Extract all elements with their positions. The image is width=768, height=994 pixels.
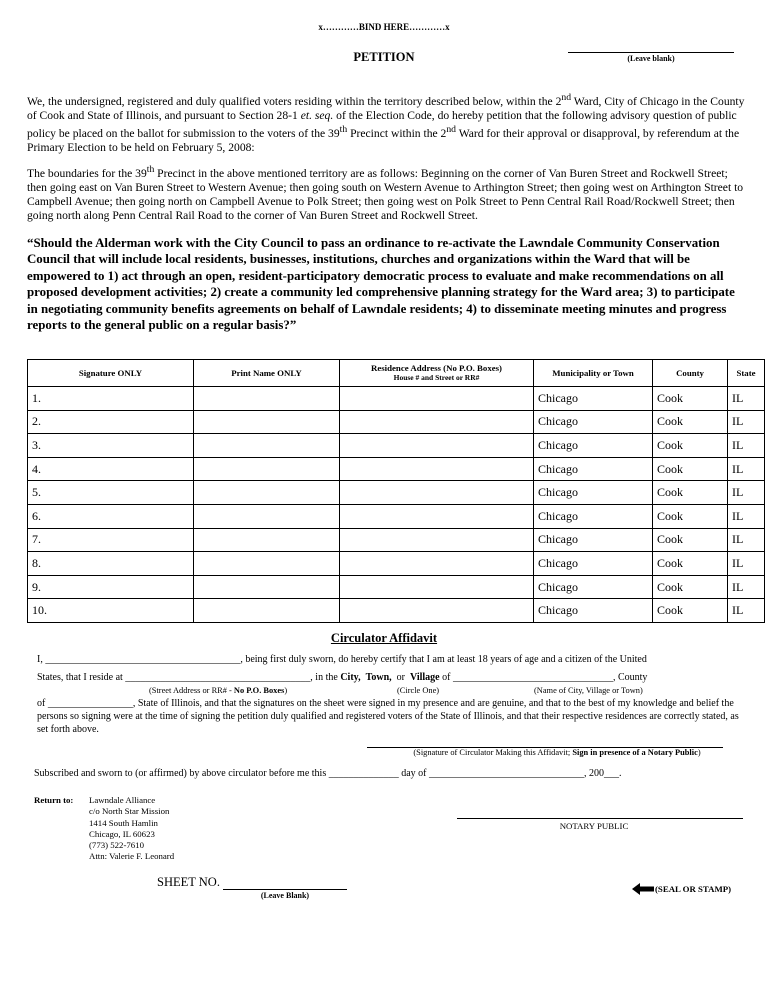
print-name-cell bbox=[194, 504, 340, 528]
sheet-number: SHEET NO. bbox=[157, 875, 347, 890]
row-number-cell: 2. bbox=[28, 410, 194, 434]
row-number-cell: 7. bbox=[28, 528, 194, 552]
municipality-cell: Chicago bbox=[534, 410, 653, 434]
return-address-line: Chicago, IL 60623 bbox=[89, 828, 155, 839]
print-name-cell bbox=[194, 575, 340, 599]
address-cell bbox=[340, 481, 534, 505]
return-address-line: Attn: Valerie F. Leonard bbox=[89, 851, 175, 862]
state-cell: IL bbox=[728, 552, 765, 576]
state-cell: IL bbox=[728, 410, 765, 434]
table-row bbox=[28, 528, 765, 552]
print-name-cell bbox=[194, 528, 340, 552]
row-number-cell: 8. bbox=[28, 552, 194, 576]
municipality-cell: Chicago bbox=[534, 387, 653, 411]
table-row bbox=[28, 481, 765, 505]
state-cell: IL bbox=[728, 575, 765, 599]
affidavit-body: of _________________, State of Illinois, and that the signatures on the sheet were signed in my presence and are genuine, and that to the best of my knowledge and belief the persons so signing were at the time of signing the petition duly qualified and registered voters of the State of Illinois, and that their respective residences are correctly stated, as set forth above. bbox=[37, 698, 739, 735]
notary-public-label: NOTARY PUBLIC bbox=[559, 821, 629, 831]
return-address-line: Lawndale Alliance bbox=[89, 795, 156, 805]
county-cell: Cook bbox=[653, 528, 728, 552]
row-number-cell: 9. bbox=[28, 575, 194, 599]
state-cell: IL bbox=[728, 504, 765, 528]
header-county: County bbox=[653, 360, 728, 387]
print-name-cell bbox=[194, 387, 340, 411]
state-cell: IL bbox=[728, 387, 765, 411]
notary-signature-line bbox=[457, 818, 743, 819]
table-header-row bbox=[28, 360, 765, 387]
signature-table bbox=[27, 359, 765, 623]
affidavit-line-2: States, that I reside at _____________________________________, in the City, Town, or Village of ________________________________, County bbox=[37, 672, 648, 683]
address-cell bbox=[340, 575, 534, 599]
seal-or-stamp: (SEAL OR STAMP) bbox=[632, 883, 731, 895]
return-to-label: Return to: bbox=[34, 795, 74, 805]
address-cell bbox=[340, 599, 534, 623]
sworn-statement: Subscribed and sworn to (or affirmed) by above circulator before me this ______________ day of _______________________________, 200___. bbox=[34, 768, 622, 779]
state-cell: IL bbox=[728, 599, 765, 623]
bind-here-marker: x…………BIND HERE…………x bbox=[318, 22, 450, 32]
print-name-cell bbox=[194, 599, 340, 623]
leave-blank-line bbox=[568, 52, 734, 53]
return-address-line: 1414 South Hamlin bbox=[89, 817, 158, 828]
address-cell bbox=[340, 434, 534, 458]
row-number-cell: 3. bbox=[28, 434, 194, 458]
header-address: Residence Address (No P.O. Boxes) House # and Street or RR# bbox=[340, 360, 534, 387]
row-number-cell: 4. bbox=[28, 457, 194, 481]
county-cell: Cook bbox=[653, 410, 728, 434]
municipality-cell: Chicago bbox=[534, 528, 653, 552]
sub-name-label: (Name of City, Village or Town) bbox=[534, 686, 643, 695]
return-address-line: (773) 522-7610 bbox=[89, 840, 144, 851]
address-cell bbox=[340, 552, 534, 576]
sheet-leave-blank-label: (Leave Blank) bbox=[260, 891, 310, 900]
address-cell bbox=[340, 410, 534, 434]
county-cell: Cook bbox=[653, 457, 728, 481]
print-name-cell bbox=[194, 410, 340, 434]
municipality-cell: Chicago bbox=[534, 552, 653, 576]
municipality-cell: Chicago bbox=[534, 434, 653, 458]
boundaries-paragraph: The boundaries for the 39th Precinct in the above mentioned territory are as follows: Beginning on the corner of Van Buren Street and Rockwell Street; then going east on Van Buren Street to Western Avenue; then going south on Western Avenue to Arthington Street; then going west on Arthington Street to Campbell Avenue; then going north on Campbell Avenue to Polk Street; then going west on Polk Street to Penn Central Rail Road/Rockwell Street; then going north along Penn Central Rail Road to the corner of Van Buren Street and Rockwell Street. bbox=[27, 164, 744, 222]
arrow-left-icon bbox=[632, 883, 654, 895]
row-number-cell: 5. bbox=[28, 481, 194, 505]
table-row bbox=[28, 552, 765, 576]
address-cell bbox=[340, 528, 534, 552]
affidavit-title: Circulator Affidavit bbox=[330, 631, 438, 645]
municipality-cell: Chicago bbox=[534, 457, 653, 481]
petition-title: PETITION bbox=[353, 50, 415, 64]
municipality-cell: Chicago bbox=[534, 481, 653, 505]
row-number-cell: 6. bbox=[28, 504, 194, 528]
table-row bbox=[28, 457, 765, 481]
county-cell: Cook bbox=[653, 552, 728, 576]
address-cell bbox=[340, 457, 534, 481]
address-cell bbox=[340, 504, 534, 528]
address-cell bbox=[340, 387, 534, 411]
print-name-cell bbox=[194, 457, 340, 481]
municipality-cell: Chicago bbox=[534, 575, 653, 599]
header-print-name: Print Name ONLY bbox=[194, 360, 340, 387]
table-row bbox=[28, 504, 765, 528]
county-cell: Cook bbox=[653, 481, 728, 505]
municipality-cell: Chicago bbox=[534, 599, 653, 623]
affidavit-line-1: I, _______________________________________, being first duly sworn, do hereby certify that I am at least 18 years of age and a citizen of the United bbox=[37, 654, 647, 665]
leave-blank-label: (Leave blank) bbox=[627, 54, 675, 63]
return-address-line: c/o North Star Mission bbox=[89, 806, 170, 817]
header-municipality: Municipality or Town bbox=[534, 360, 653, 387]
state-cell: IL bbox=[728, 481, 765, 505]
print-name-cell bbox=[194, 434, 340, 458]
county-cell: Cook bbox=[653, 434, 728, 458]
sheet-number-blank bbox=[223, 877, 347, 890]
circulator-signature-caption: (Signature of Circulator Making this Affidavit; Sign in presence of a Notary Public) bbox=[413, 748, 701, 757]
state-cell: IL bbox=[728, 434, 765, 458]
row-number-cell: 1. bbox=[28, 387, 194, 411]
header-signature: Signature ONLY bbox=[28, 360, 194, 387]
sub-street-label: (Street Address or RR# - No P.O. Boxes) bbox=[149, 686, 288, 695]
print-name-cell bbox=[194, 481, 340, 505]
referendum-question: “Should the Alderman work with the City Council to pass an ordinance to re-activate the Lawndale Community Conservation Council that will include local residents, businesses, institutions, churches and organizations within the Ward that will be empowered to 1) act through an open, resident-participatory democratic process to evaluate and make recommendations on all proposed development activities; 2) create a community led comprehensive planning strategy for the Ward area; 3) to participate in negotiating community benefits agreements on behalf of Lawndale residents; 4) to disseminate meeting minutes and progress reports to the general public on a regular basis?” bbox=[27, 236, 735, 333]
return-address bbox=[89, 795, 174, 863]
table-row bbox=[28, 599, 765, 623]
county-cell: Cook bbox=[653, 387, 728, 411]
header-state: State bbox=[728, 360, 765, 387]
table-row bbox=[28, 434, 765, 458]
row-number-cell: 10. bbox=[28, 599, 194, 623]
intro-paragraph: We, the undersigned, registered and duly qualified voters residing within the territory described below, within the 2nd Ward, City of Chicago in the County of Cook and State of Illinois, and pursuant to Section 28-1 et. seq. of the Election Code, do hereby petition that the following advisory question of public policy be placed on the ballot for submission to the voters of the 39th Precinct within the 2nd Ward for their approval or disapproval, by referendum at the Primary Election to be held on February 5, 2008: bbox=[27, 92, 745, 154]
print-name-cell bbox=[194, 552, 340, 576]
county-cell: Cook bbox=[653, 504, 728, 528]
state-cell: IL bbox=[728, 457, 765, 481]
table-row bbox=[28, 387, 765, 411]
table-row bbox=[28, 410, 765, 434]
sub-circle-label: (Circle One) bbox=[397, 686, 440, 695]
municipality-cell: Chicago bbox=[534, 504, 653, 528]
county-cell: Cook bbox=[653, 575, 728, 599]
table-row bbox=[28, 575, 765, 599]
state-cell: IL bbox=[728, 528, 765, 552]
county-cell: Cook bbox=[653, 599, 728, 623]
